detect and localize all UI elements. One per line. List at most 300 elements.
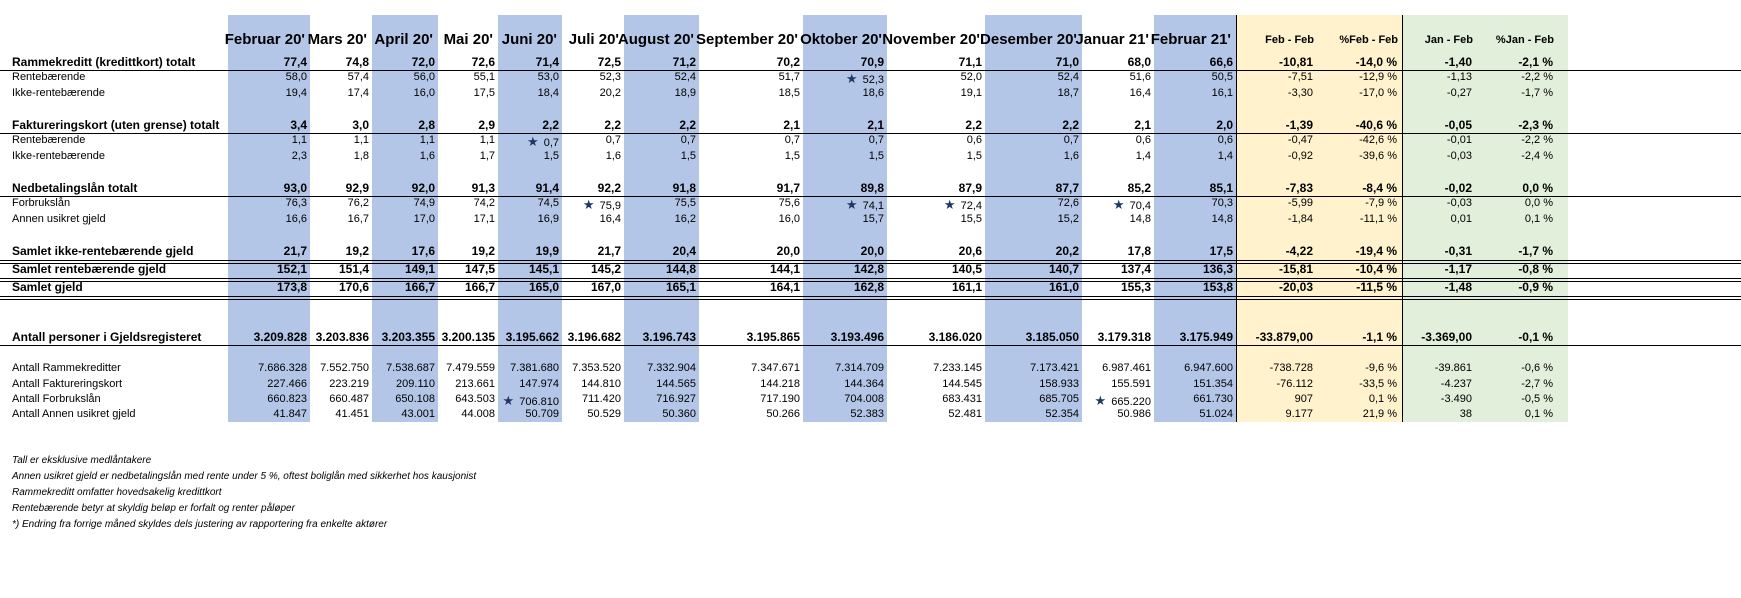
value-text: 18,5 bbox=[778, 87, 800, 99]
table-row-credit-rate bbox=[0, 71, 1741, 88]
value-text: 52.481 bbox=[948, 408, 982, 420]
value-text: 717.190 bbox=[760, 393, 800, 405]
value-cell bbox=[779, 197, 800, 209]
value-cell bbox=[258, 362, 307, 374]
value-cell bbox=[455, 393, 495, 405]
value-text: 72,0 bbox=[411, 55, 435, 69]
value-cell bbox=[944, 197, 982, 213]
row-label: Ikke-rentebærende bbox=[12, 87, 105, 99]
value-text: 85,2 bbox=[1127, 181, 1151, 195]
value-text: 140,5 bbox=[951, 262, 982, 276]
row-label: Antall Rammekreditter bbox=[12, 362, 121, 374]
value-text: 0,6 bbox=[966, 134, 982, 146]
value-text: 162,8 bbox=[853, 280, 884, 294]
value-text: 660.823 bbox=[267, 393, 307, 405]
value-cell bbox=[1203, 262, 1233, 276]
value-cell bbox=[675, 197, 696, 209]
row-label: Rentebærende bbox=[12, 134, 86, 146]
value-cell bbox=[455, 378, 495, 390]
value-text: 51,6 bbox=[1129, 71, 1151, 83]
value-cell bbox=[395, 393, 435, 405]
value-cell bbox=[510, 362, 559, 374]
value-cell bbox=[1056, 55, 1079, 69]
value-cell bbox=[861, 55, 884, 69]
change-cell: -14,0 % bbox=[1355, 55, 1397, 69]
value-text: 167,0 bbox=[590, 280, 621, 294]
change-cell: -0,03 bbox=[1446, 197, 1472, 209]
value-text: 17,5 bbox=[1209, 244, 1233, 258]
column-header: August 20' bbox=[617, 31, 694, 48]
value-text: 1,5 bbox=[543, 150, 559, 162]
footnote: *) Endring fra forrige måned skyldes dels justering av rapportering fra enkelte aktører bbox=[12, 519, 388, 530]
value-text: 91,8 bbox=[672, 181, 696, 195]
row-label: Ikke-rentebærende bbox=[12, 150, 105, 162]
column-header: Oktober 20' bbox=[800, 31, 882, 48]
change-cell: 0,1 % bbox=[1368, 393, 1397, 405]
value-cell bbox=[1218, 134, 1233, 146]
footnote: Tall er eksklusive medlåntakere bbox=[12, 455, 152, 466]
star-icon: ★ bbox=[1112, 197, 1125, 212]
value-text: 44.008 bbox=[461, 408, 495, 420]
value-cell bbox=[777, 244, 800, 258]
change-cell: -2,1 % bbox=[1518, 55, 1553, 69]
value-cell bbox=[286, 197, 307, 209]
value-text: 16,0 bbox=[778, 213, 800, 225]
table-row-invoice-rate bbox=[0, 134, 1741, 151]
star-icon: ★ bbox=[1094, 393, 1107, 408]
column-header: Juni 20' bbox=[501, 31, 557, 48]
value-text: 165,0 bbox=[528, 280, 559, 294]
value-cell bbox=[591, 280, 621, 294]
value-text: 75,5 bbox=[674, 197, 696, 209]
table-row-install-other bbox=[0, 213, 1741, 230]
value-cell bbox=[606, 150, 621, 162]
change-cell: 0,0 % bbox=[1522, 181, 1553, 195]
value-cell bbox=[846, 71, 884, 87]
value-cell bbox=[538, 87, 559, 99]
value-cell bbox=[503, 393, 559, 409]
change-cell: -9,6 % bbox=[1365, 362, 1397, 374]
value-text: 75,9 bbox=[599, 200, 621, 212]
value-cell bbox=[1130, 213, 1151, 225]
value-cell bbox=[348, 197, 369, 209]
value-text: 15,7 bbox=[862, 213, 884, 225]
value-cell bbox=[656, 378, 696, 390]
value-text: 161,0 bbox=[1048, 280, 1079, 294]
change-cell: -1,7 % bbox=[1521, 87, 1553, 99]
value-text: 18,6 bbox=[862, 87, 884, 99]
value-text: 223.219 bbox=[329, 378, 369, 390]
value-text: 0,7 bbox=[1063, 134, 1079, 146]
value-text: 17,6 bbox=[411, 244, 435, 258]
value-text: 71,0 bbox=[1055, 55, 1079, 69]
value-text: 92,9 bbox=[345, 181, 369, 195]
value-cell bbox=[1218, 150, 1233, 162]
value-text: 145,2 bbox=[590, 262, 621, 276]
value-text: 144.810 bbox=[581, 378, 621, 390]
change-cell: -2,7 % bbox=[1521, 378, 1553, 390]
value-text: 137,4 bbox=[1120, 262, 1151, 276]
value-cell bbox=[673, 55, 696, 69]
change-cell: -10,81 bbox=[1278, 55, 1313, 69]
change-cell: -0,9 % bbox=[1518, 280, 1553, 294]
value-text: 173,8 bbox=[276, 280, 307, 294]
value-text: 3,4 bbox=[290, 118, 307, 132]
row-rule bbox=[0, 299, 1741, 300]
value-cell bbox=[600, 71, 621, 83]
change-cell: -0,6 % bbox=[1521, 362, 1553, 374]
value-cell bbox=[1058, 87, 1079, 99]
value-cell bbox=[286, 213, 307, 225]
value-text: 72,6 bbox=[1057, 197, 1079, 209]
value-text: 165,1 bbox=[665, 280, 696, 294]
value-cell bbox=[267, 378, 307, 390]
value-cell bbox=[346, 244, 369, 258]
value-cell bbox=[273, 408, 307, 420]
value-text: 50.360 bbox=[662, 408, 696, 420]
row-label: Rentebærende bbox=[12, 71, 86, 83]
value-cell bbox=[959, 55, 982, 69]
column-header: September 20' bbox=[696, 31, 798, 48]
value-text: 87,9 bbox=[958, 181, 982, 195]
value-cell bbox=[1199, 408, 1233, 420]
row-label: Antall Forbrukslån bbox=[12, 393, 101, 405]
change-cell: -11,5 % bbox=[1356, 280, 1397, 294]
value-cell bbox=[412, 181, 435, 195]
value-cell bbox=[1049, 280, 1079, 294]
value-text: 17,8 bbox=[1127, 244, 1151, 258]
change-cell: -39.861 bbox=[1434, 362, 1472, 374]
value-cell bbox=[1121, 262, 1151, 276]
value-cell bbox=[933, 362, 982, 374]
change-cell: -738.728 bbox=[1269, 362, 1313, 374]
value-cell bbox=[461, 408, 495, 420]
value-text: 161,1 bbox=[951, 280, 982, 294]
value-cell bbox=[846, 197, 884, 213]
value-cell bbox=[519, 378, 559, 390]
value-cell bbox=[542, 118, 559, 132]
value-text: 209.110 bbox=[396, 378, 435, 390]
value-text: 52.354 bbox=[1045, 408, 1079, 420]
value-cell bbox=[942, 378, 982, 390]
change-cell: -39,6 % bbox=[1359, 150, 1397, 162]
value-text: 2,2 bbox=[542, 118, 559, 132]
value-text: 2,2 bbox=[604, 118, 621, 132]
value-text: 18,7 bbox=[1057, 87, 1079, 99]
value-cell bbox=[777, 181, 800, 195]
change-cell: -7,83 bbox=[1285, 181, 1313, 195]
table-row-count-credit bbox=[0, 362, 1741, 379]
value-text: 3.196.682 bbox=[567, 330, 621, 344]
value-text: 56,0 bbox=[413, 71, 435, 83]
change-cell: -0,05 bbox=[1444, 118, 1472, 132]
value-cell bbox=[770, 280, 800, 294]
value-cell bbox=[348, 71, 369, 83]
value-text: 153,8 bbox=[1202, 280, 1233, 294]
value-text: 665.220 bbox=[1111, 396, 1151, 408]
change-cell: -5,99 bbox=[1287, 197, 1313, 209]
value-text: 52,3 bbox=[862, 74, 884, 86]
table-row-sum-total bbox=[0, 280, 1741, 297]
value-cell bbox=[1216, 118, 1233, 132]
value-cell bbox=[1212, 213, 1233, 225]
change-cell: 38 bbox=[1459, 408, 1472, 420]
value-cell bbox=[1210, 181, 1233, 195]
value-text: 144,8 bbox=[665, 262, 696, 276]
value-text: 1,1 bbox=[291, 134, 307, 146]
change-cell: -2,2 % bbox=[1521, 134, 1553, 146]
value-text: 3.195.662 bbox=[505, 330, 559, 344]
value-text: 19,2 bbox=[345, 244, 369, 258]
value-cell bbox=[647, 362, 696, 374]
value-cell bbox=[666, 280, 696, 294]
value-cell bbox=[673, 181, 696, 195]
column-header: Januar 21' bbox=[1075, 31, 1149, 48]
value-cell bbox=[538, 197, 559, 209]
value-cell bbox=[1062, 118, 1079, 132]
change-cell: -1,48 bbox=[1444, 280, 1472, 294]
value-cell bbox=[598, 55, 621, 69]
value-cell bbox=[961, 71, 982, 83]
value-text: 151,4 bbox=[338, 262, 369, 276]
value-cell bbox=[1039, 393, 1079, 405]
value-cell bbox=[354, 150, 369, 162]
value-text: 0,6 bbox=[1135, 134, 1151, 146]
column-header: Mars 20' bbox=[307, 31, 367, 48]
star-icon: ★ bbox=[943, 197, 956, 212]
change-cell: -2,2 % bbox=[1521, 71, 1553, 83]
value-text: 93,0 bbox=[283, 181, 307, 195]
value-text: 7.353.520 bbox=[572, 362, 621, 374]
value-text: 661.730 bbox=[1193, 393, 1233, 405]
change-cell: -40,6 % bbox=[1355, 118, 1397, 132]
value-cell bbox=[320, 362, 369, 374]
value-cell bbox=[286, 87, 307, 99]
change-cell: -1,7 % bbox=[1518, 244, 1553, 258]
value-cell bbox=[420, 134, 435, 146]
value-text: 2,9 bbox=[478, 118, 495, 132]
value-text: 0,6 bbox=[1217, 134, 1233, 146]
value-text: 92,0 bbox=[411, 181, 435, 195]
value-cell bbox=[572, 362, 621, 374]
change-column-header: %Jan - Feb bbox=[1495, 34, 1554, 46]
value-text: 71,4 bbox=[535, 55, 559, 69]
value-text: 1,8 bbox=[353, 150, 369, 162]
value-cell bbox=[681, 150, 696, 162]
value-text: 15,2 bbox=[1057, 213, 1079, 225]
value-text: 17,4 bbox=[347, 87, 369, 99]
value-cell bbox=[869, 150, 884, 162]
value-text: 164,1 bbox=[769, 280, 800, 294]
value-text: 3.193.496 bbox=[830, 330, 884, 344]
value-cell bbox=[290, 118, 307, 132]
change-cell: -1,1 % bbox=[1362, 330, 1397, 344]
value-cell bbox=[529, 262, 559, 276]
column-header: Juli 20' bbox=[568, 31, 619, 48]
value-cell bbox=[861, 181, 884, 195]
change-column-header: %Feb - Feb bbox=[1339, 34, 1398, 46]
value-cell bbox=[861, 244, 884, 258]
value-text: 21,7 bbox=[597, 244, 621, 258]
value-cell bbox=[474, 71, 495, 83]
change-cell: 0,1 % bbox=[1524, 408, 1553, 420]
value-text: 147.974 bbox=[519, 378, 559, 390]
change-cell: -0,1 % bbox=[1518, 330, 1553, 344]
value-cell bbox=[396, 378, 435, 390]
value-text: 16,9 bbox=[537, 213, 559, 225]
value-cell bbox=[401, 408, 435, 420]
value-cell bbox=[1056, 244, 1079, 258]
value-cell bbox=[412, 244, 435, 258]
value-cell bbox=[474, 213, 495, 225]
value-cell bbox=[844, 393, 884, 405]
value-cell bbox=[506, 330, 559, 344]
value-cell bbox=[1058, 197, 1079, 209]
value-text: 74,1 bbox=[862, 200, 884, 212]
value-cell bbox=[292, 150, 307, 162]
change-cell: -7,9 % bbox=[1365, 197, 1397, 209]
value-text: 3.209.828 bbox=[253, 330, 307, 344]
change-cell: -0,01 bbox=[1446, 134, 1472, 146]
value-cell bbox=[959, 244, 982, 258]
value-cell bbox=[414, 213, 435, 225]
value-cell bbox=[465, 262, 495, 276]
value-cell bbox=[284, 55, 307, 69]
star-icon: ★ bbox=[582, 197, 595, 212]
value-cell bbox=[1193, 378, 1233, 390]
value-cell bbox=[346, 181, 369, 195]
value-text: 76,3 bbox=[285, 197, 307, 209]
value-text: 70,9 bbox=[860, 55, 884, 69]
value-cell bbox=[1212, 87, 1233, 99]
value-cell bbox=[1058, 213, 1079, 225]
change-cell: -4.237 bbox=[1440, 378, 1472, 390]
value-cell bbox=[656, 393, 696, 405]
value-cell bbox=[472, 55, 495, 69]
value-text: 74,8 bbox=[345, 55, 369, 69]
value-text: 20,4 bbox=[672, 244, 696, 258]
change-cell: -0,92 bbox=[1287, 150, 1313, 162]
change-cell: -42,6 % bbox=[1359, 134, 1397, 146]
value-cell bbox=[835, 362, 884, 374]
row-label: Nedbetalingslån totalt bbox=[12, 181, 138, 195]
change-cell: -0,8 % bbox=[1518, 262, 1553, 276]
value-cell bbox=[604, 118, 621, 132]
change-cell: -0,03 bbox=[1446, 150, 1472, 162]
value-text: 50.529 bbox=[587, 408, 621, 420]
value-cell bbox=[965, 118, 982, 132]
value-text: 50.986 bbox=[1117, 408, 1151, 420]
value-cell bbox=[346, 55, 369, 69]
value-cell bbox=[598, 181, 621, 195]
value-text: 0,7 bbox=[680, 134, 696, 146]
value-cell bbox=[1045, 408, 1079, 420]
value-text: 643.503 bbox=[455, 393, 495, 405]
value-cell bbox=[863, 213, 884, 225]
change-cell: 9.177 bbox=[1285, 408, 1313, 420]
value-cell bbox=[929, 330, 982, 344]
change-cell: -1,17 bbox=[1444, 262, 1472, 276]
change-column-header: Jan - Feb bbox=[1424, 34, 1473, 46]
value-text: 683.431 bbox=[942, 393, 982, 405]
value-cell bbox=[867, 118, 884, 132]
value-text: 50.266 bbox=[766, 408, 800, 420]
value-cell bbox=[760, 378, 800, 390]
value-text: 227.466 bbox=[267, 378, 307, 390]
value-text: 7.233.145 bbox=[933, 362, 982, 374]
value-text: 155.591 bbox=[1111, 378, 1151, 390]
value-text: 53,0 bbox=[537, 71, 559, 83]
value-cell bbox=[948, 408, 982, 420]
value-text: 660.487 bbox=[329, 393, 369, 405]
value-cell bbox=[850, 408, 884, 420]
value-text: 75,6 bbox=[778, 197, 800, 209]
value-cell bbox=[348, 213, 369, 225]
value-text: 91,3 bbox=[471, 181, 495, 195]
change-cell: -3.490 bbox=[1440, 393, 1472, 405]
row-label: Forbrukslån bbox=[12, 197, 71, 209]
table-row-persons bbox=[0, 330, 1741, 347]
value-text: 1,5 bbox=[966, 150, 982, 162]
value-cell bbox=[1130, 87, 1151, 99]
value-text: 1,5 bbox=[680, 150, 696, 162]
value-cell bbox=[959, 181, 982, 195]
change-cell: -33.879,00 bbox=[1255, 330, 1313, 344]
value-cell bbox=[568, 330, 621, 344]
value-cell bbox=[1113, 197, 1151, 213]
value-text: 144.565 bbox=[656, 378, 696, 390]
value-text: 41.451 bbox=[335, 408, 369, 420]
value-text: 3.200.135 bbox=[441, 330, 495, 344]
value-cell bbox=[254, 330, 307, 344]
value-cell bbox=[525, 408, 559, 420]
change-cell: -1,39 bbox=[1285, 118, 1313, 132]
value-cell bbox=[1058, 71, 1079, 83]
change-cell: -3.369,00 bbox=[1421, 330, 1472, 344]
value-text: 92,2 bbox=[597, 181, 621, 195]
value-text: 71,1 bbox=[958, 55, 982, 69]
value-text: 21,7 bbox=[283, 244, 307, 258]
value-text: 20,0 bbox=[776, 244, 800, 258]
value-text: 1,6 bbox=[1063, 150, 1079, 162]
value-cell bbox=[267, 393, 307, 405]
value-cell bbox=[1136, 150, 1151, 162]
value-text: 6.987.461 bbox=[1102, 362, 1151, 374]
value-cell bbox=[277, 262, 307, 276]
value-text: 14,8 bbox=[1129, 213, 1151, 225]
value-text: 17,5 bbox=[473, 87, 495, 99]
value-text: 52,4 bbox=[674, 71, 696, 83]
value-text: 145,1 bbox=[528, 262, 559, 276]
value-cell bbox=[785, 150, 800, 162]
change-cell: 0,0 % bbox=[1524, 197, 1553, 209]
row-label: Faktureringskort (uten grense) totalt bbox=[12, 118, 220, 132]
value-text: 1,4 bbox=[1217, 150, 1233, 162]
value-cell bbox=[952, 262, 982, 276]
value-cell bbox=[1203, 280, 1233, 294]
value-cell bbox=[952, 280, 982, 294]
value-cell bbox=[329, 378, 369, 390]
value-text: 166,7 bbox=[464, 280, 495, 294]
row-label: Samlet ikke-rentebærende gjeld bbox=[12, 244, 194, 258]
table-row-sum-nonrate bbox=[0, 244, 1741, 261]
value-text: 3.175.949 bbox=[1179, 330, 1233, 344]
column-header: Februar 21' bbox=[1150, 31, 1231, 48]
change-cell: -0,02 bbox=[1444, 181, 1472, 195]
footnote: Annen usikret gjeld er nedbetalingslån med rente under 5 %, oftest boliglån med sikkerhet hos kausjonist bbox=[12, 471, 477, 482]
value-text: 20,6 bbox=[958, 244, 982, 258]
value-cell bbox=[536, 244, 559, 258]
